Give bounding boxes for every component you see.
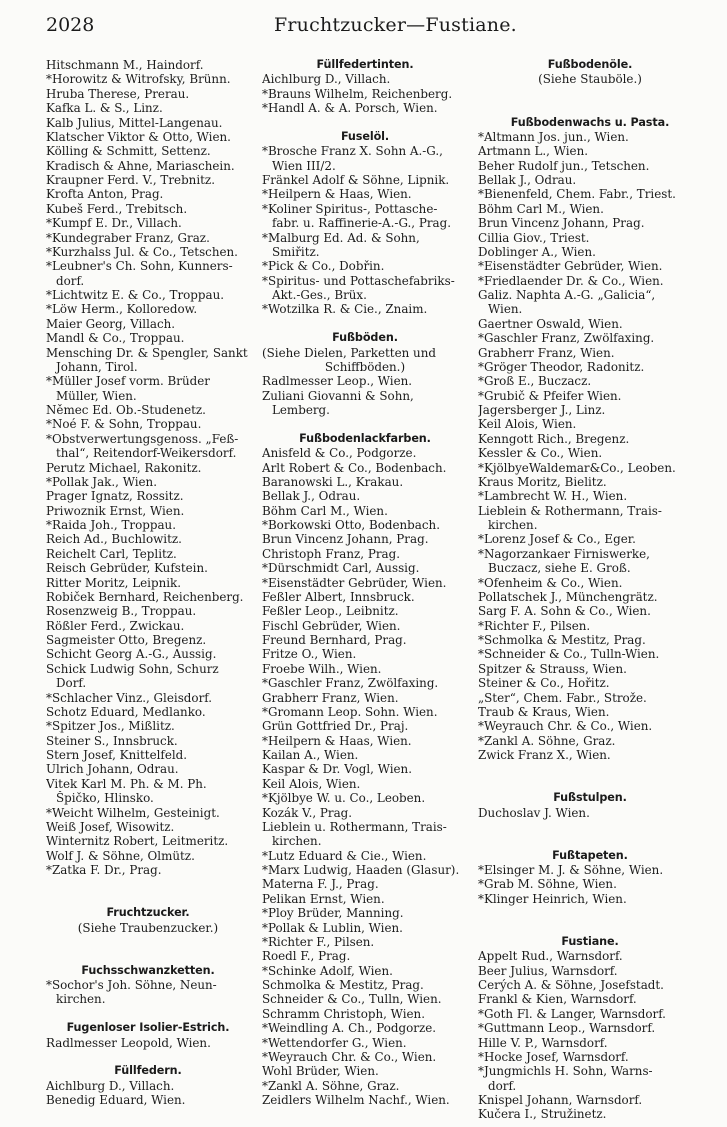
directory-entry: *Spiritus- und Pottaschefabriks- bbox=[262, 273, 455, 288]
directory-entry: Mandl & Co., Troppau. bbox=[46, 331, 185, 346]
directory-entry: *Guttmann Leop., Warnsdorf. bbox=[478, 1021, 656, 1036]
directory-entry: Schmolka & Mestitz, Prag. bbox=[262, 978, 424, 992]
directory-entry: dorf. bbox=[56, 273, 85, 288]
directory-entry: *KjölbyeWaldemar&Co., Leoben. bbox=[478, 460, 676, 475]
directory-entry: *Löw Herm., Kolloredow. bbox=[46, 302, 198, 317]
directory-entry: Kradisch & Ahne, Mariaschein. bbox=[46, 158, 235, 173]
directory-entry: *Schinke Adolf, Wien. bbox=[262, 963, 393, 978]
section-heading: Fußstulpen. bbox=[553, 791, 627, 805]
directory-entry: Doblinger A., Wien. bbox=[478, 244, 596, 259]
directory-entry: Baranowski L., Krakau. bbox=[262, 474, 404, 489]
spacer bbox=[478, 921, 702, 935]
directory-entry: *Jungmichls H. Sohn, Warns- bbox=[478, 1064, 653, 1079]
directory-entry: Roedl F., Prag. bbox=[262, 949, 351, 964]
directory-entry: Kučera I., Stružinetz. bbox=[478, 1107, 607, 1122]
directory-entry: *Lorenz Josef & Co., Eger. bbox=[478, 532, 636, 547]
directory-entry: Lemberg. bbox=[272, 403, 330, 417]
directory-entry: Appelt Rud., Warnsdorf. bbox=[478, 949, 623, 964]
directory-entry: (Siehe Dielen, Parketten und bbox=[262, 345, 436, 360]
directory-entry: *Dürschmidt Carl, Aussig. bbox=[262, 561, 420, 576]
directory-entry: Freund Bernhard, Prag. bbox=[262, 633, 407, 647]
directory-entry: *Gaschler Franz, Zwölfaxing. bbox=[262, 676, 439, 691]
directory-entry: Ritter Moritz, Leipnik. bbox=[46, 575, 182, 590]
directory-entry: Prager Ignatz, Rossitz. bbox=[46, 489, 184, 504]
directory-entry: Traub & Kraus, Wien. bbox=[478, 704, 610, 719]
directory-entry: Johann, Tirol. bbox=[56, 359, 138, 374]
directory-entry: Wohl Brüder, Wien. bbox=[262, 1064, 379, 1079]
directory-entry: *Ploy Brüder, Manning. bbox=[262, 906, 404, 921]
directory-entry: Stern Josef, Knittelfeld. bbox=[46, 748, 188, 762]
directory-entry: *Schmolka & Mestitz, Prag. bbox=[478, 633, 646, 647]
cross-reference: (Siehe Traubenzucker.) bbox=[77, 920, 219, 935]
spacer bbox=[46, 1050, 250, 1064]
directory-entry: *Gaschler Franz, Zwölfaxing. bbox=[478, 331, 655, 346]
directory-entry: *Weindling A. Ch., Podgorze. bbox=[262, 1021, 437, 1036]
directory-entry: Froebe Wilh., Wien. bbox=[262, 661, 382, 676]
page-title: Fruchtzucker—Fustiane. bbox=[274, 14, 517, 36]
directory-entry: Brun Vincenz Johann, Prag. bbox=[478, 216, 645, 231]
directory-entry: Aichlburg D., Villach. bbox=[262, 72, 391, 87]
directory-entry: *Müller Josef vorm. Brüder bbox=[46, 374, 210, 389]
section-heading: Fuselöl. bbox=[340, 129, 390, 143]
directory-entry: Maier Georg, Villach. bbox=[46, 316, 176, 331]
directory-entry: Winternitz Robert, Leitmeritz. bbox=[46, 834, 229, 849]
directory-entry: *Handl A. & A. Porsch, Wien. bbox=[262, 101, 438, 116]
directory-entry: Steiner & Co., Hořitz. bbox=[478, 676, 610, 691]
directory-entry: Kölling & Schmitt, Settenz. bbox=[46, 144, 211, 159]
directory-entry: Böhm Carl M., Wien. bbox=[262, 503, 388, 518]
directory-entry: Schotz Eduard, Medlanko. bbox=[46, 704, 206, 719]
directory-entry: *Schneider & Co., Tulln-Wien. bbox=[478, 647, 660, 662]
directory-entry: Cerých A. & Söhne, Josefstadt. bbox=[478, 978, 664, 992]
directory-entry: *Lichtwitz E. & Co., Troppau. bbox=[46, 288, 225, 302]
directory-entry: Schneider & Co., Tulln, Wien. bbox=[262, 992, 442, 1007]
directory-entry: *Sochor's Joh. Söhne, Neun- bbox=[46, 978, 217, 992]
directory-entry: *Leubner's Ch. Sohn, Kunners- bbox=[46, 259, 233, 274]
directory-entry: *Schlacher Vinz., Gleisdorf. bbox=[46, 690, 213, 705]
directory-entry: *Klinger Heinrich, Wien. bbox=[478, 891, 627, 906]
directory-entry: *Kumpf E. Dr., Villach. bbox=[46, 216, 182, 231]
directory-entry: *Malburg Ed. Ad. & Sohn, bbox=[262, 230, 420, 245]
directory-entry: *Richter F., Pilsen. bbox=[478, 618, 591, 633]
directory-entry: Feßler Albert, Innsbruck. bbox=[262, 589, 415, 604]
directory-entry: Bellak J., Odrau. bbox=[262, 489, 361, 504]
directory-entry: *Horowitz & Witrofsky, Brünn. bbox=[46, 72, 231, 87]
directory-entry: *Heilpern & Haas, Wien. bbox=[262, 187, 412, 202]
directory-entry: Reisch Gebrüder, Kufstein. bbox=[46, 561, 208, 576]
directory-entry: Schick Ludwig Sohn, Schurz bbox=[46, 661, 219, 676]
directory-entry: *Pollak & Lublin, Wien. bbox=[262, 920, 403, 935]
directory-entry: Müller, Wien. bbox=[56, 388, 137, 403]
directory-entry: *Bienenfeld, Chem. Fabr., Triest. bbox=[478, 187, 676, 202]
directory-entry: Lieblein & Rothermann, Trais- bbox=[478, 503, 662, 518]
directory-entry: Steiner S., Innsbruck. bbox=[46, 733, 178, 748]
directory-entry: Smiřitz. bbox=[272, 244, 320, 259]
directory-entry: *Elsinger M. J. & Söhne, Wien. bbox=[478, 863, 664, 877]
directory-entry: Kozák V., Prag. bbox=[262, 805, 353, 820]
directory-entry: Kubeš Ferd., Trebitsch. bbox=[46, 201, 188, 216]
directory-entry: *Friedlaender Dr. & Co., Wien. bbox=[478, 273, 664, 288]
directory-entry: Akt.-Ges., Brüx. bbox=[272, 288, 367, 302]
directory-entry: *Noé F. & Sohn, Troppau. bbox=[46, 417, 202, 432]
page-header bbox=[46, 14, 701, 42]
directory-entry: *Weyrauch Chr. & Co., Wien. bbox=[478, 719, 653, 734]
directory-entry: *Brosche Franz X. Sohn A.-G., bbox=[262, 144, 443, 159]
directory-entry: Kalb Julius, Mittel-Langenau. bbox=[46, 115, 223, 130]
directory-entry: Kessler & Co., Wien. bbox=[478, 446, 603, 461]
directory-entry: Feßler Leop., Leibnitz. bbox=[262, 604, 399, 619]
directory-entry: *Ofenheim & Co., Wien. bbox=[478, 575, 623, 590]
directory-entry: Grün Gottfried Dr., Praj. bbox=[262, 719, 409, 734]
spacer bbox=[478, 762, 702, 776]
directory-entry: Zwick Franz X., Wien. bbox=[478, 748, 611, 762]
directory-entry: Wien III/2. bbox=[272, 158, 336, 173]
directory-entry: *Lambrecht W. H., Wien. bbox=[478, 489, 628, 504]
directory-entry: Mensching Dr. & Spengler, Sankt bbox=[46, 345, 248, 360]
directory-entry: Schramm Christoph, Wien. bbox=[262, 1006, 425, 1021]
directory-entry: Aichlburg D., Villach. bbox=[46, 1078, 175, 1093]
spacer bbox=[478, 906, 702, 920]
directory-entry: Kraupner Ferd. V., Trebnitz. bbox=[46, 173, 215, 187]
directory-entry: *Hocke Josef, Warnsdorf. bbox=[478, 1049, 629, 1064]
section-heading: Fustiane. bbox=[561, 934, 619, 948]
directory-entry: *Marx Ludwig, Haaden (Glasur). bbox=[262, 863, 460, 877]
directory-entry: Ulrich Johann, Odrau. bbox=[46, 762, 179, 777]
directory-entry: Němec Ed. Ob.-Studenetz. bbox=[46, 403, 206, 417]
directory-entry: *Wettendorfer G., Wien. bbox=[262, 1035, 407, 1050]
directory-entry: Rößler Ferd., Zwickau. bbox=[46, 618, 185, 633]
directory-entry: Spitzer & Strauss, Wien. bbox=[478, 661, 627, 676]
directory-entry: Perutz Michael, Rakonitz. bbox=[46, 460, 202, 475]
section-heading: Fruchtzucker. bbox=[106, 906, 190, 920]
directory-entry: Wien. bbox=[488, 302, 523, 317]
directory-entry: *Pick & Co., Dobřin. bbox=[262, 259, 385, 274]
directory-entry: Böhm Carl M., Wien. bbox=[478, 201, 604, 216]
spacer bbox=[262, 116, 468, 130]
directory-entry: Hitschmann M., Haindorf. bbox=[46, 58, 204, 72]
directory-entry: Zeidlers Wilhelm Nachf., Wien. bbox=[262, 1093, 450, 1107]
directory-entry: Keil Alois, Wien. bbox=[478, 417, 577, 432]
directory-entry: Grabherr Franz, Wien. bbox=[478, 345, 615, 360]
directory-entry: Fränkel Adolf & Söhne, Lipnik. bbox=[262, 173, 450, 187]
column-left bbox=[46, 58, 250, 1107]
directory-entry: kirchen. bbox=[272, 834, 322, 849]
directory-entry: *Eisenstädter Gebrüder, Wien. bbox=[478, 259, 663, 274]
directory-entry: *Weyrauch Chr. & Co., Wien. bbox=[262, 1049, 437, 1064]
directory-entry: Christoph Franz, Prag. bbox=[262, 546, 401, 561]
directory-entry: Frankl & Kien, Warnsdorf. bbox=[478, 992, 637, 1007]
directory-entry: Špičko, Hlinsko. bbox=[56, 791, 154, 806]
spacer bbox=[262, 317, 468, 331]
directory-entry: *Weicht Wilhelm, Gesteinigt. bbox=[46, 805, 220, 820]
spacer bbox=[46, 877, 250, 891]
directory-entry: Kenngott Rich., Bregenz. bbox=[478, 431, 630, 446]
directory-entry: *Goth Fl. & Langer, Warnsdorf. bbox=[478, 1006, 666, 1021]
directory-entry: *Kurzhalss Jul. & Co., Tetschen. bbox=[46, 244, 238, 259]
directory-entry: Keil Alois, Wien. bbox=[262, 776, 361, 791]
directory-entry: Sarg F. A. Sohn & Co., Wien. bbox=[478, 604, 651, 619]
directory-entry: *Gröger Theodor, Radonitz. bbox=[478, 359, 645, 374]
column-right bbox=[478, 58, 702, 1122]
directory-entry: Jagersberger J., Linz. bbox=[478, 403, 606, 417]
spacer bbox=[478, 834, 702, 848]
directory-entry: *Groß E., Buczacz. bbox=[478, 374, 592, 389]
directory-entry: Klatscher Viktor & Otto, Wien. bbox=[46, 129, 231, 144]
directory-entry: Radlmesser Leop., Wien. bbox=[262, 374, 413, 389]
directory-entry: Dorf. bbox=[56, 676, 87, 691]
directory-entry: Sagmeister Otto, Bregenz. bbox=[46, 633, 207, 647]
directory-entry: *Grubič & Pfeifer Wien. bbox=[478, 388, 622, 403]
spacer bbox=[478, 101, 702, 115]
section-heading: Fußböden. bbox=[332, 331, 398, 345]
directory-entry: Lieblein u. Rothermann, Trais- bbox=[262, 819, 447, 834]
directory-entry: *Pollak Jak., Wien. bbox=[46, 474, 157, 489]
section-heading: Fugenloser Isolier-Estrich. bbox=[66, 1021, 230, 1035]
directory-entry: *Zatka F. Dr., Prag. bbox=[46, 863, 162, 877]
directory-entry: Anisfeld & Co., Podgorze. bbox=[262, 446, 417, 461]
directory-entry: Buczacz, siehe E. Groß. bbox=[488, 561, 631, 576]
section-heading: Fußbodenwachs u. Pasta. bbox=[510, 115, 670, 129]
directory-entry: Beer Julius, Warnsdorf. bbox=[478, 963, 618, 978]
directory-entry: Pollatschek J., Münchengrätz. bbox=[478, 589, 658, 604]
directory-entry: Kraus Moritz, Bielitz. bbox=[478, 474, 607, 489]
directory-entry: *Heilpern & Haas, Wien. bbox=[262, 733, 412, 748]
directory-entry: Bellak J., Odrau. bbox=[478, 173, 577, 187]
directory-entry: Rosenzweig B., Troppau. bbox=[46, 604, 197, 619]
cross-reference: (Siehe Stauböle.) bbox=[538, 72, 642, 87]
directory-entry: Galiz. Naphta A.-G. „Galicia“, bbox=[478, 288, 656, 302]
section-heading: Fußbodenöle. bbox=[547, 58, 633, 71]
directory-entry: Hille V. P., Warnsdorf. bbox=[478, 1035, 608, 1050]
directory-entry: *Spitzer Jos., Mißlitz. bbox=[46, 719, 175, 734]
directory-entry: *Nagorzankaer Firniswerke, bbox=[478, 546, 650, 561]
directory-entry: Knispel Johann, Warnsdorf. bbox=[478, 1093, 643, 1107]
page-number: 2028 bbox=[46, 14, 95, 36]
directory-entry: *Zankl A. Söhne, Graz. bbox=[478, 733, 616, 748]
directory-entry: Duchoslav J. Wien. bbox=[478, 805, 590, 820]
directory-entry: Zuliani Giovanni & Sohn, bbox=[262, 388, 414, 403]
directory-entry: *Zankl A. Söhne, Graz. bbox=[262, 1078, 400, 1093]
directory-entry: *Brauns Wilhelm, Reichenberg. bbox=[262, 86, 453, 101]
directory-entry: *Kundegraber Franz, Graz. bbox=[46, 230, 210, 245]
directory-entry: *Gromann Leop. Sohn. Wien. bbox=[262, 704, 438, 719]
section-heading: Fußbodenlackfarben. bbox=[299, 431, 431, 445]
directory-entry: Reich Ad., Buchlowitz. bbox=[46, 532, 182, 547]
section-heading: Füllfedern. bbox=[114, 1064, 182, 1078]
spacer bbox=[46, 892, 250, 906]
directory-entry: Schicht Georg A.-G., Aussig. bbox=[46, 647, 217, 662]
section-heading: Füllfedertinten. bbox=[316, 58, 414, 71]
directory-entry: kirchen. bbox=[56, 992, 106, 1007]
directory-entry: Vitek Karl M. Ph. & M. Ph. bbox=[46, 776, 207, 791]
directory-entry: *Lutz Eduard & Cie., Wien. bbox=[262, 848, 427, 863]
directory-entry: Krofta Anton, Prag. bbox=[46, 187, 164, 202]
directory-entry: Weiß Josef, Wisowitz. bbox=[46, 819, 175, 834]
directory-entry: Reichelt Carl, Teplitz. bbox=[46, 546, 177, 561]
directory-entry: *Raida Joh., Troppau. bbox=[46, 518, 176, 532]
spacer bbox=[46, 935, 250, 949]
spacer bbox=[46, 1007, 250, 1021]
directory-entry: *Borkowski Otto, Bodenbach. bbox=[262, 518, 440, 532]
directory-entry: kirchen. bbox=[488, 518, 538, 532]
directory-entry: thal“, Reitendorf-Weikersdorf. bbox=[56, 446, 237, 461]
spacer bbox=[46, 949, 250, 963]
directory-entry: *Obstverwertungsgenoss. „Feß- bbox=[46, 431, 239, 446]
directory-entry: Grabherr Franz, Wien. bbox=[262, 690, 399, 705]
directory-entry: *Altmann Jos. jun., Wien. bbox=[478, 129, 629, 144]
directory-entry: Brun Vincenz Johann, Prag. bbox=[262, 532, 429, 547]
directory-entry: Kailan A., Wien. bbox=[262, 748, 359, 762]
directory-entry: Gaertner Oswald, Wien. bbox=[478, 316, 623, 331]
directory-entry: *Richter F., Pilsen. bbox=[262, 934, 375, 949]
directory-entry: *Kjölbye W. u. Co., Leoben. bbox=[262, 791, 426, 806]
section-heading: Fußtapeten. bbox=[552, 848, 628, 862]
directory-entry: Pelikan Ernst, Wien. bbox=[262, 891, 385, 906]
directory-entry: Artmann L., Wien. bbox=[478, 144, 589, 159]
directory-entry: Kafka L. & S., Linz. bbox=[46, 101, 163, 116]
spacer bbox=[478, 820, 702, 834]
directory-entry: Hruba Therese, Prerau. bbox=[46, 86, 190, 101]
directory-entry: „Ster“, Chem. Fabr., Strože. bbox=[478, 690, 647, 705]
directory-entry: Materna F. J., Prag. bbox=[262, 877, 379, 892]
directory-entry: dorf. bbox=[488, 1078, 517, 1093]
directory-entry: Fischl Gebrüder, Wien. bbox=[262, 618, 401, 633]
directory-entry: Fritze O., Wien. bbox=[262, 647, 357, 662]
directory-entry: Kaspar & Dr. Vogl, Wien. bbox=[262, 762, 412, 777]
directory-entry: Beher Rudolf jun., Tetschen. bbox=[478, 158, 650, 173]
directory-entry: Benedig Eduard, Wien. bbox=[46, 1093, 186, 1107]
section-heading: Fuchsschwanzketten. bbox=[81, 963, 215, 977]
directory-entry: fabr. u. Raffinerie-A.-G., Prag. bbox=[272, 216, 452, 231]
directory-entry: Priwoznik Ernst, Wien. bbox=[46, 503, 185, 518]
directory-entry: Radlmesser Leopold, Wien. bbox=[46, 1035, 211, 1050]
directory-entry: *Grab M. Söhne, Wien. bbox=[478, 877, 617, 892]
spacer bbox=[478, 777, 702, 791]
directory-entry: *Wotzilka R. & Cie., Znaim. bbox=[262, 302, 428, 317]
spacer bbox=[262, 417, 468, 431]
directory-entry: *Koliner Spiritus-, Pottasche- bbox=[262, 201, 438, 216]
cross-reference: Schiffböden.) bbox=[324, 359, 406, 374]
column-middle bbox=[262, 58, 468, 1107]
directory-entry: Arlt Robert & Co., Bodenbach. bbox=[262, 460, 447, 475]
spacer bbox=[478, 87, 702, 101]
directory-entry: Wolf J. & Söhne, Olmütz. bbox=[46, 848, 195, 863]
directory-entry: Robiček Bernhard, Reichenberg. bbox=[46, 589, 244, 604]
directory-entry: Cillia Giov., Triest. bbox=[478, 230, 590, 245]
directory-entry: *Eisenstädter Gebrüder, Wien. bbox=[262, 575, 447, 590]
